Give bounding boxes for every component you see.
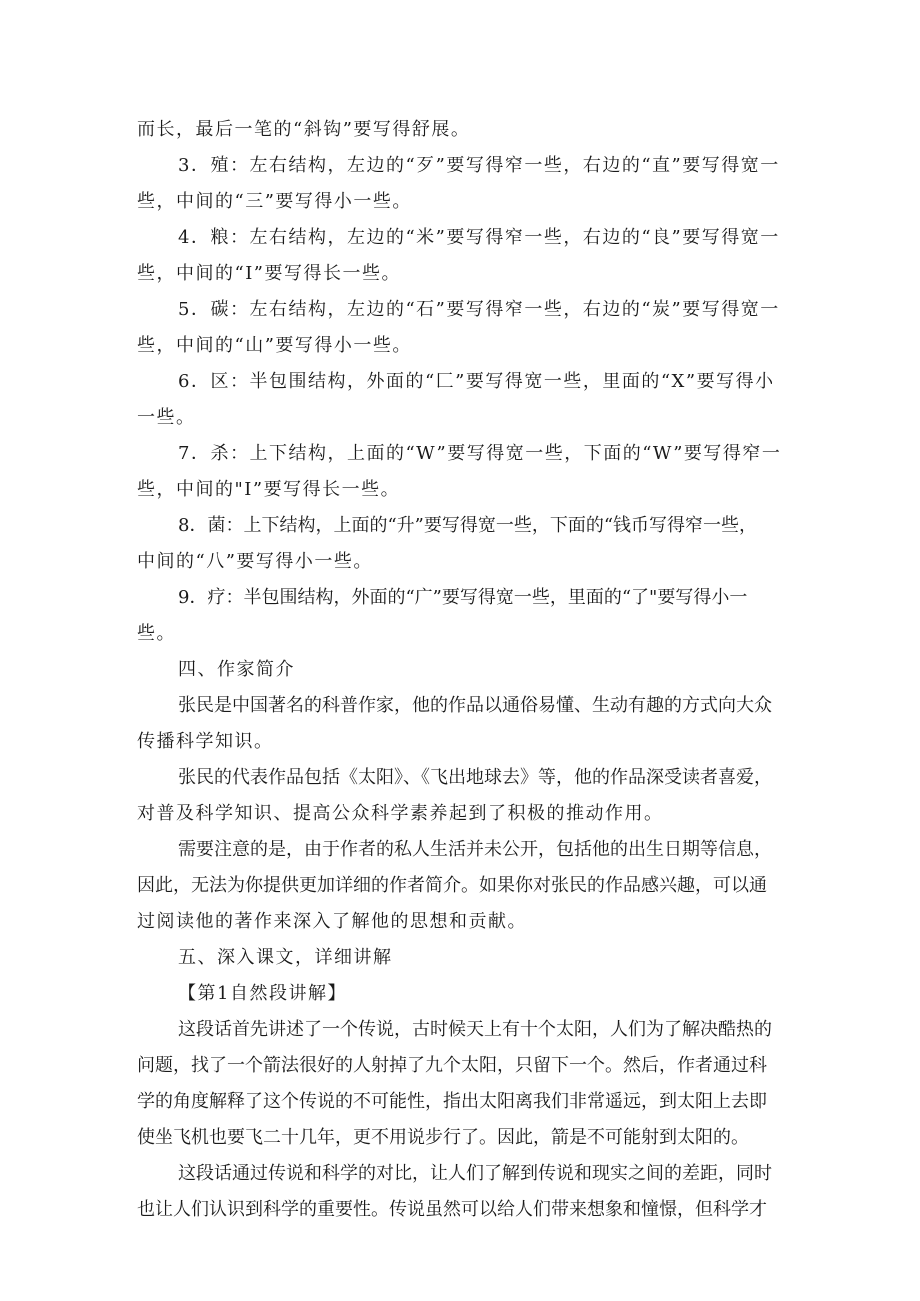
paragraph-line: 张民的代表作品包括《太阳》、《飞出地球去》等，他的作品深受读者喜爱，	[178, 767, 772, 788]
paragraph-line: 问题，找了一个箭法很好的人射掉了九个太阳，只留下一个。然后，作者通过科	[137, 1055, 767, 1076]
subsection-heading: 【第1自然段讲解】	[178, 983, 347, 1004]
text-line: 中间的“八”要写得小一些。	[137, 551, 373, 572]
text-line: 而长，最后一笔的“斜钩”要写得舒展。	[137, 119, 471, 140]
text-line: 些，中间的“I”要写得长一些。	[137, 263, 402, 284]
list-item-3: 3．殖：左右结构，左边的“歹”要写得窄一些，右边的“直”要写得宽一	[178, 155, 780, 176]
list-item-9: 9．疗：半包围结构，外面的“广”要写得宽一些，里面的“了"要写得小一	[178, 587, 748, 608]
paragraph-line: 需要注意的是，由于作者的私人生活并未公开，包括他的出生日期等信息，	[178, 839, 772, 860]
paragraph-line: 这段话通过传说和科学的对比，让人们了解到传说和现实之间的差距，同时	[178, 1163, 772, 1184]
list-item-8: 8．菌：上下结构，上面的“升”要写得宽一些，下面的“钱币写得窄一些，	[178, 515, 758, 536]
section-heading-lesson: 五、深入课文，详细讲解	[178, 947, 393, 968]
list-item-4: 4．粮：左右结构，左边的“米”要写得窄一些，右边的“良”要写得宽一	[178, 227, 780, 248]
list-item-7: 7．杀：上下结构，上面的“W”要写得宽一些，下面的“W”要写得窄一	[178, 443, 782, 464]
text-line: 些。	[137, 623, 176, 644]
paragraph-line: 这段话首先讲述了一个传说，古时候天上有十个太阳，人们为了解决酷热的	[178, 1019, 772, 1040]
text-line: 一些。	[137, 407, 196, 428]
text-line: 些，中间的“三”要写得小一些。	[137, 191, 412, 212]
section-heading-author: 四、作家简介	[178, 659, 295, 680]
paragraph-line: 也让人们认识到科学的重要性。传说虽然可以给人们带来想象和憧憬，但科学才	[137, 1199, 767, 1220]
paragraph-line: 因此，无法为你提供更加详细的作者简介。如果你对张民的作品感兴趣，可以通	[137, 875, 767, 896]
list-item-6: 6．区：半包围结构，外面的“匚”要写得宽一些，里面的“X”要写得小	[178, 371, 775, 392]
paragraph-line: 对普及科学知识、提高公众科学素养起到了积极的推动作用。	[137, 803, 664, 824]
paragraph-line: 过阅读他的著作来深入了解他的思想和贡献。	[137, 911, 527, 932]
text-line: 些，中间的“山”要写得小一些。	[137, 335, 412, 356]
paragraph-line: 张民是中国著名的科普作家，他的作品以通俗易懂、生动有趣的方式向大众	[178, 695, 772, 716]
list-item-5: 5．碳：左右结构，左边的“石”要写得窄一些，右边的“炭”要写得宽一	[178, 299, 780, 320]
paragraph-line: 使坐飞机也要飞二十几年，更不用说步行了。因此，箭是不可能射到太阳的。	[137, 1127, 749, 1148]
paragraph-line: 学的角度解释了这个传说的不可能性，指出太阳离我们非常遥远，到太阳上去即	[137, 1091, 767, 1112]
text-line: 些，中间的"I”要写得长一些。	[137, 479, 401, 500]
paragraph-line: 传播科学知识。	[137, 731, 274, 752]
